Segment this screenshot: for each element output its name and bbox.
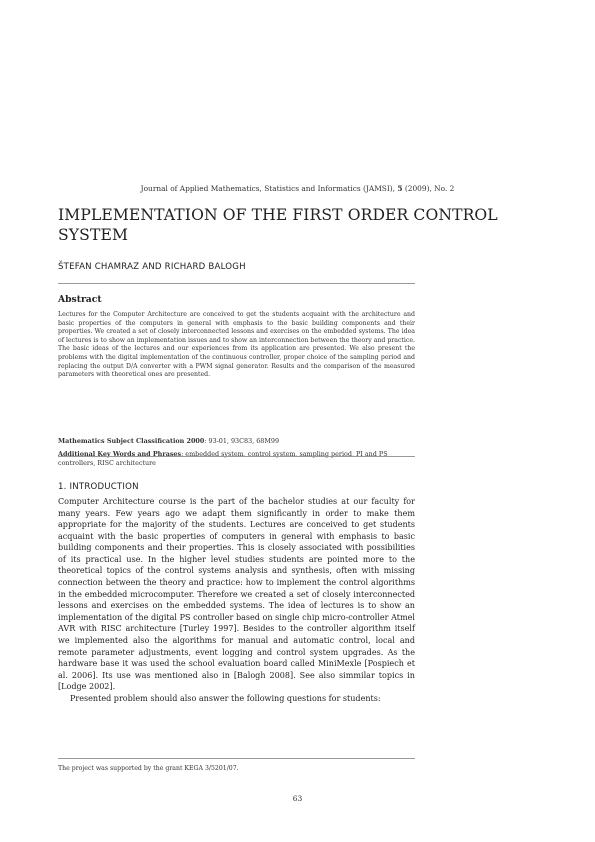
paper-title: IMPLEMENTATION OF THE FIRST ORDER CONTROL SYSTEM <box>58 206 498 244</box>
journal-volume: 5 <box>397 184 403 193</box>
msc-label: Mathematics Subject Classification 2000 <box>58 437 205 445</box>
keywords-label: Additional Key Words and Phrases <box>58 450 182 458</box>
journal-name: Journal of Applied Mathematics, Statistics and Informatics (JAMSI), <box>140 184 398 193</box>
journal-issue: (2009), No. 2 <box>402 184 455 193</box>
section-heading: 1. INTRODUCTION <box>58 482 139 492</box>
top-divider <box>58 283 415 284</box>
page-number: 63 <box>292 794 303 803</box>
keywords <box>58 450 415 468</box>
section-body <box>58 496 415 704</box>
msc-classification <box>58 437 415 446</box>
paper-authors: ŠTEFAN CHAMRAZ AND RICHARD BALOGH <box>58 262 246 272</box>
journal-header <box>0 184 595 193</box>
abstract-heading: Abstract <box>58 294 102 305</box>
keywords-value: : embedded system, control system, sampling period, PI and PS controllers, RISC architecture <box>58 450 388 467</box>
bottom-divider <box>58 456 415 457</box>
intro-paragraph: Computer Architecture course is the part of the bachelor studies at our faculty for many years. Few years ago we adapt them significantly in order to make them appropriate for the majority of the students. Lectures are conceived to get students acquaint with the basic properties of computers in general with emphasis to basic building components and their properties. This is closely associated with possibilities of its practical use. In the higher level studies students are pointed more to the theoretical topics of the control systems analysis and synthesis, often with missing connection between the theory and practice: how to implement the control algorithms in the embedded microcomputer. Therefore we created a set of closely interconnected lessons and exercises on the embedded systems. The idea of lectures is to show an implementation of the digital PS controller based on single chip micro-controller Atmel AVR with RISC architecture [Turley 1997]. Besides to the controller algorithm itself we implemented also the algorithms for manual and automatic control, local and remote parameter adjustments, event logging and control system upgrades. As the hardware base it was used the school evaluation board called MiniMexle [Pospiech et al. 2006]. Its use was mentioned also in [Balogh 2008]. See also simmilar topics in [Lodge 2002]. <box>58 497 415 692</box>
abstract-text: Lectures for the Computer Architecture are conceived to get the students acquaint with the architecture and basic properties of the computers in general with emphasis to the basic building components and their properties. We created a set of closely interconnected lessons and exercises on the embedded systems. The idea of lectures is to show an implementation issues and to show an interconnection between the theory and practice. The basic ideas of the lectures and our experiences from its application are presented. We also present the problems with the digital implementation of the continuous controller, proper choice of the sampling period and replacing the output D/A converter with a PWM signal generator. Results and the comparison of the measured parameters with theoretical ones are presented. <box>58 311 415 379</box>
intro-paragraph-2: Presented problem should also answer the following questions for students: <box>70 693 381 703</box>
msc-value: : 93-01, 93C83, 68M99 <box>204 437 280 445</box>
footnote: The project was supported by the grant KEGA 3/5201/07. <box>58 765 239 772</box>
footnote-divider <box>58 758 415 759</box>
